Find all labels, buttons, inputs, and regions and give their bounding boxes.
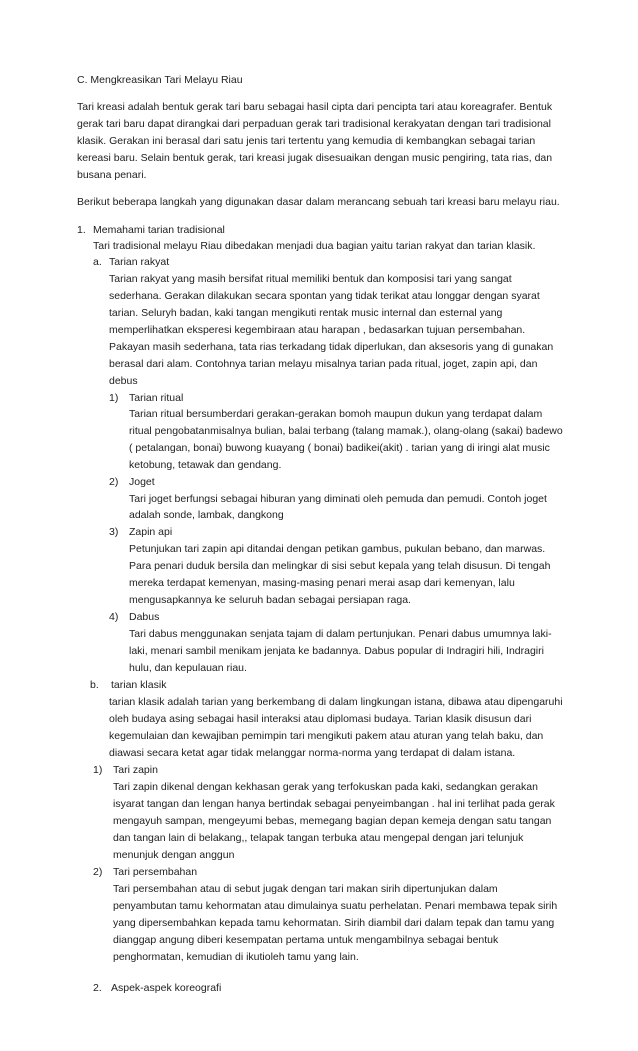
paragraph-line: menunjuk dengan anggun [113,849,235,861]
paragraph-line: yang dipersembahkan kepada tamu kehormatan. Sirih diambil dari dalam tepak dan tamu yang [113,917,555,929]
paragraph-line: ketobung, tetawak dan gendang. [129,459,282,471]
paragraph-line: laki, menari sambil menikam jenjata ke badannya. Dabus popular di Indragiri hili, Indragiri [129,645,544,657]
subsection-a-title: Tarian rakyat [109,256,170,268]
paragraph-line: Tari dabus menggunakan senjata tajam di dalam pertunjukan. Penari dabus umumnya laki- [129,628,552,640]
intro-line: kereasi baru. Selain bentuk gerak, tari kreasi jugak disesuaikan dengan music pengiring, tata rias, dan [77,152,553,164]
section-2-title: Aspek-aspek koreografi [111,982,222,994]
list-marker: 1. [77,224,86,236]
paragraph-line: dan tangan lain di belakang,, telapak tangan terbuka atau mengepal dengan jari telunjuk [113,832,524,844]
list-marker: 2) [109,476,119,488]
paragraph-line: dianggap angung diberi kesempatan pertama untuk mengambilnya sebagai bentuk [113,934,499,946]
paragraph-line: diawasi secara ketat agar tidak melanggar norma-norma yang terdapat di dalam istana. [109,747,516,759]
item-title: Tari persembahan [113,866,198,878]
paragraph-line: berasal dari alam. Contohnya tarian melayu misalnya tarian pada ritual, joget, zapin api, dan [109,358,538,370]
paragraph-line: debus [109,375,138,387]
paragraph-line: kegemulaian dan kewajiban pemimpin tari mengikuti pakem atau aturan yang telah baku, dan [109,730,544,742]
paragraph-line: Petunjukan tari zapin api ditandai dengan petikan gambus, pukulan bebano, dan marwas. [129,543,546,555]
paragraph-line: Pakayan masih sederhana, tata rias terkadang tidak diperlukan, dan aksesoris yang di gunakan [109,341,554,353]
paragraph-line: Tarian rakyat yang masih bersifat ritual memiliki bentuk dan komposisi tari yang sangat [109,273,512,285]
intro-line: gerak tari baru dapat dirangkai dari perpaduan gerak tari tradisional kerakyatan dengan tari tradisional [77,118,551,130]
section-heading: C. Mengkreasikan Tari Melayu Riau [77,74,243,86]
paragraph-line: oleh budaya asing sebagai hasil interaksi atau diplomasi budaya. Tarian klasik disusun dari [109,713,532,725]
paragraph-line: mereka terdapat kemenyan, masing-masing penari merai asap dari kemenyan, lalu [129,577,515,589]
subsection-b-title: tarian klasik [111,679,167,691]
list-marker: 1) [109,392,119,404]
item-title: Joget [129,476,155,488]
paragraph-line: mengayuh sampan, mengeyumi bebas, memegang bagian depan kemeja dengan satu tangan [113,815,552,827]
list-marker: 4) [109,611,119,623]
list-marker: a. [93,256,102,268]
paragraph-line: mengusapkannya ke seluruh badan sebagai persiapan raga. [129,594,411,606]
paragraph-line: penyambutan tamu kehormatan atau dimulainya suatu perhelatan. Penari membawa tepak sirih [113,900,558,912]
item-title: Tarian ritual [129,392,184,404]
paragraph-line: hulu, dan kepulauan riau. [129,662,247,674]
paragraph-line: ( petalangan, bonai) buwong kuayang ( bonai) badikei(akit) . tarian yang di iringi alat music [129,442,550,454]
paragraph-line: ritual pengobatanmisalnya bulian, balai terbang (talang mamak.), olang-olang (sakai) badewo [129,425,563,437]
section-1-title: Memahami tarian tradisional [93,224,225,236]
paragraph-line: adalah sonde, lambak, dangkong [129,509,284,521]
list-marker: b. [90,679,99,691]
paragraph-line: tarian klasik adalah tarian yang berkembang di dalam lingkungan istana, dibawa atau dipengaruhi [109,696,563,708]
paragraph-line: Tarian ritual bersumberdari gerakan-gerakan bomoh maupun dukun yang terdapat dalam [129,408,543,420]
paragraph-line: isyarat tangan dan lengan hanya bertindak sebagai penyeimbangan . hal ini terlihat pada gerak [113,798,555,810]
paragraph-line: Tari zapin dikenal dengan kekhasan gerak yang terfokuskan pada kaki, sedangkan gerakan [113,781,538,793]
section-1-desc: Tari tradisional melayu Riau dibedakan menjadi dua bagian yaitu tarian rakyat dan tarian klasik. [93,240,536,252]
paragraph-line: Para penari duduk bersila dan melingkar di sisi sebut kepala yang telah disusun. Di tengah [129,560,551,572]
intro-line: busana penari. [77,169,147,181]
list-marker: 2) [93,866,103,878]
item-title: Tari zapin [113,764,158,776]
paragraph-line: Tari persembahan atau di sebut jugak dengan tari makan sirih dipertunjukan dalam [113,883,498,895]
paragraph-line: tarian. Seluryh badan, kaki tangan mengikuti rentak music internal dan esternal yang [109,307,503,319]
steps-intro: Berikut beberapa langkah yang digunakan dasar dalam merancang sebuah tari kreasi baru melayu riau. [77,196,560,208]
intro-line: Tari kreasi adalah bentuk gerak tari baru sebagai hasil cipta dari pencipta tari atau koreagrafer. Bentuk [77,101,553,113]
paragraph-line: sederhana. Gerakan dilakukan secara spontan yang tidak terikat atau longgar dengan syarat [109,290,540,302]
list-marker: 1) [93,764,103,776]
intro-line: klasik. Gerakan ini berasal dari satu jenis tari tertentu yang kemudia di kembangkan sebagai tarian [77,135,536,147]
list-marker: 2. [93,982,102,994]
paragraph-line: penghormatan, kemudian di ikutioleh tamu yang lain. [113,951,359,963]
paragraph-line: memperlihatkan eksperesi kegembiraan atau harapan , bedasarkan tujuan persembahan. [109,324,526,336]
item-title: Dabus [129,611,160,623]
list-marker: 3) [109,526,119,538]
item-title: Zapin api [129,526,173,538]
paragraph-line: Tari joget berfungsi sebagai hiburan yang diminati oleh pemuda dan pemudi. Contoh joget [129,493,547,505]
